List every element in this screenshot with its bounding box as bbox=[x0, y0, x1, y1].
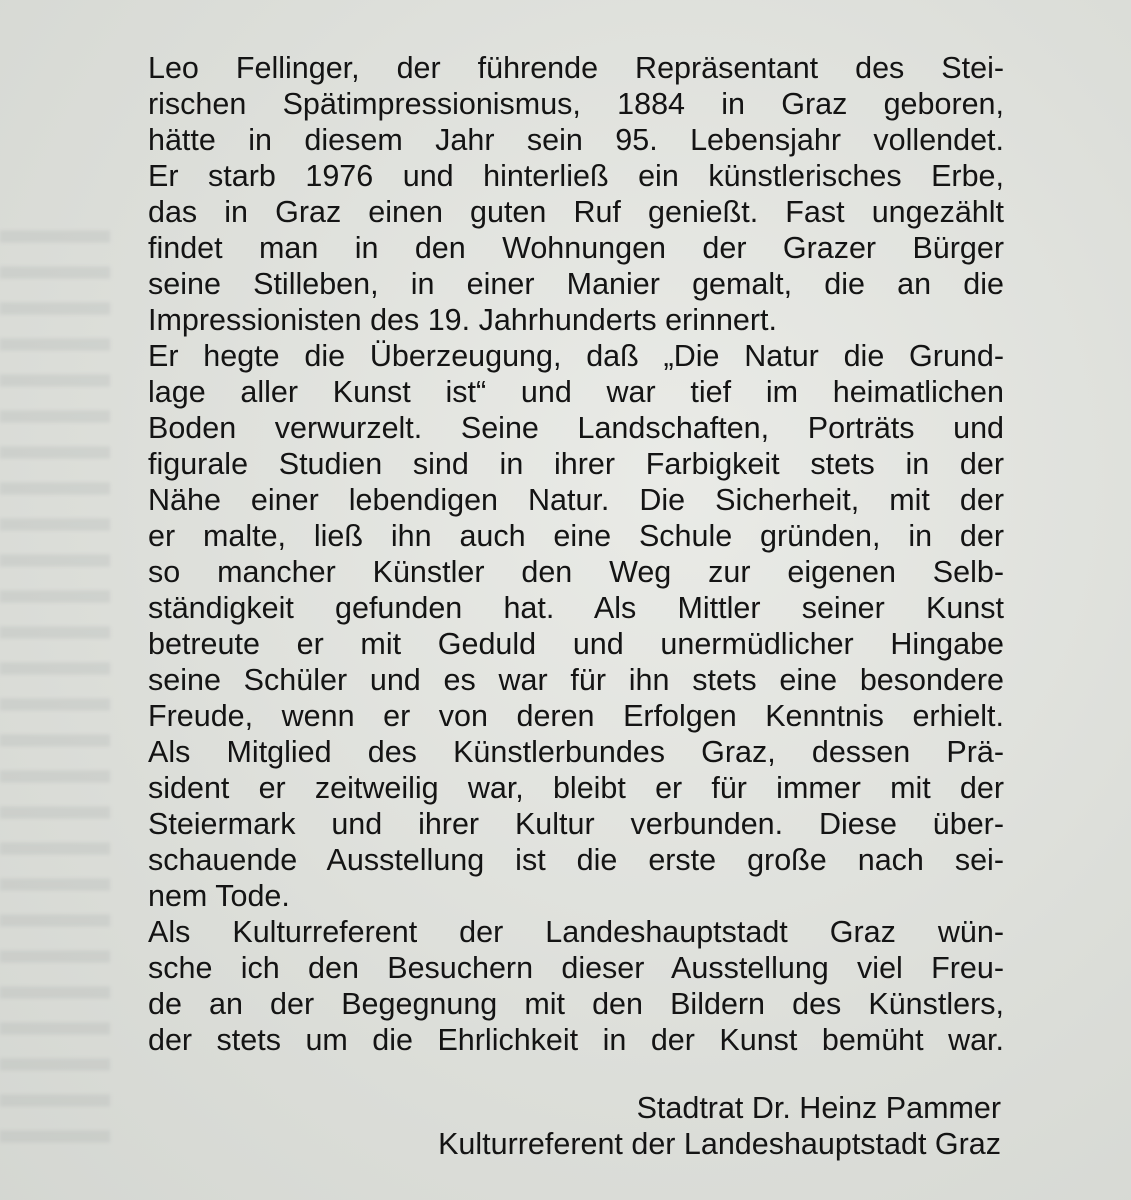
text-line: Boden verwurzelt. Seine Landschaften, Porträts und bbox=[148, 411, 1004, 445]
text-line: findet man in den Wohnungen der Grazer Bürger bbox=[148, 231, 1004, 265]
text-line: rischen Spätimpressionismus, 1884 in Graz geboren, bbox=[148, 87, 1004, 121]
text-line: figurale Studien sind in ihrer Farbigkeit stets in der bbox=[148, 447, 1004, 481]
text-line: betreute er mit Geduld und unermüdlicher Hingabe bbox=[148, 627, 1004, 661]
text-line: Er hegte die Überzeugung, daß „Die Natur die Grund- bbox=[148, 339, 1004, 373]
text-line: nem Tode. bbox=[148, 879, 290, 913]
signature-name: Stadtrat Dr. Heinz Pammer bbox=[636, 1091, 1001, 1125]
text-line: Als Kulturreferent der Landeshauptstadt Graz wün- bbox=[148, 915, 1004, 949]
text-line: lage aller Kunst ist“ und war tief im heimatlichen bbox=[148, 375, 1004, 409]
text-line: ständigkeit gefunden hat. Als Mittler seiner Kunst bbox=[148, 591, 1004, 625]
text-line: der stets um die Ehrlichkeit in der Kunst bemüht war. bbox=[148, 1023, 1004, 1057]
signature-block bbox=[438, 1090, 1001, 1162]
text-line: Freude, wenn er von deren Erfolgen Kenntnis erhielt. bbox=[148, 699, 1004, 733]
text-line: de an der Begegnung mit den Bildern des Künstlers, bbox=[148, 987, 1004, 1021]
body-text bbox=[148, 50, 1004, 1058]
text-line: er malte, ließ ihn auch eine Schule gründen, in der bbox=[148, 519, 1004, 553]
text-line: das in Graz einen guten Ruf genießt. Fast ungezählt bbox=[148, 195, 1004, 229]
text-line: Leo Fellinger, der führende Repräsentant des Stei- bbox=[148, 51, 1004, 85]
text-line: sident er zeitweilig war, bleibt er für immer mit der bbox=[148, 771, 1004, 805]
text-line: Impressionisten des 19. Jahrhunderts erinnert. bbox=[148, 303, 777, 337]
text-line: sche ich den Besuchern dieser Ausstellung viel Freu- bbox=[148, 951, 1004, 985]
text-line: Nähe einer lebendigen Natur. Die Sicherheit, mit der bbox=[148, 483, 1004, 517]
text-line: Als Mitglied des Künstlerbundes Graz, dessen Prä- bbox=[148, 735, 1004, 769]
signature-title: Kulturreferent der Landeshauptstadt Graz bbox=[438, 1127, 1001, 1161]
text-line: Er starb 1976 und hinterließ ein künstlerisches Erbe, bbox=[148, 159, 1004, 193]
bleed-through-text bbox=[0, 220, 110, 1160]
text-line: hätte in diesem Jahr sein 95. Lebensjahr vollendet. bbox=[148, 123, 1004, 157]
text-line: schauende Ausstellung ist die erste große nach sei- bbox=[148, 843, 1004, 877]
text-line: Steiermark und ihrer Kultur verbunden. Diese über- bbox=[148, 807, 1004, 841]
text-line: seine Stilleben, in einer Manier gemalt, die an die bbox=[148, 267, 1004, 301]
text-line: seine Schüler und es war für ihn stets eine besondere bbox=[148, 663, 1004, 697]
text-line: so mancher Künstler den Weg zur eigenen Selb- bbox=[148, 555, 1004, 589]
